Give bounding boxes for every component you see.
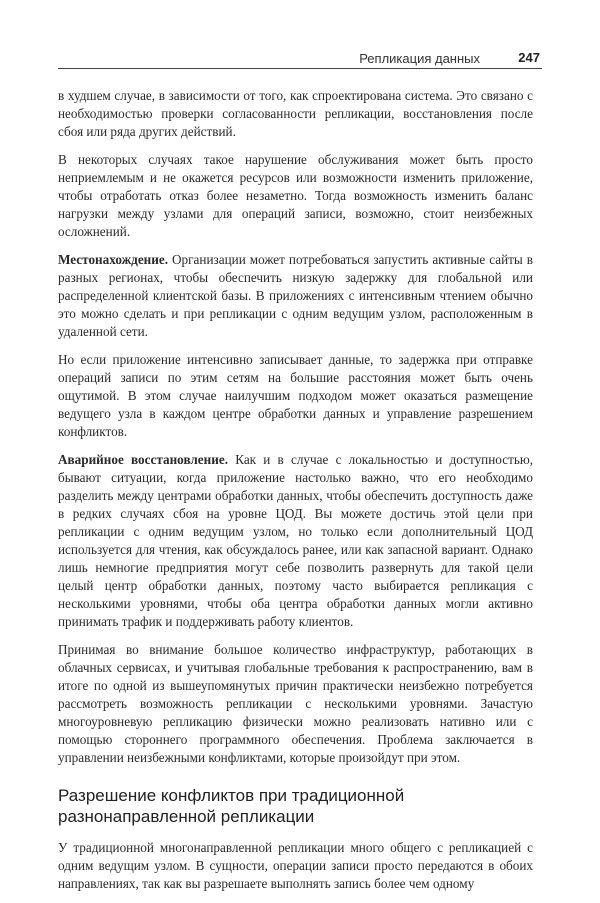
paragraph-1: в худшем случае, в зависимости от того, как спроектирована система. Это связано с необходимостью проверки согласованности репликации, восстановления после сбоя или ряда других действий. [58,88,533,139]
paragraph-6: Принимая во внимание большое количество инфраструктур, работающих в облачных сервисах, и учитывая глобальные требования к распространению, вам в итоге по одной из вышеупомянутых причин практически неизбежно потребуется рассмотреть возможность репликации с несколькими уровнями. Зачастую многоуровневую репликацию физически можно реализовать нативно или с помощью стороннего программного обеспечения. Проблема заключается в управлении неизбежными конфликтами, которые произойдут при этом. [58,642,533,765]
paragraph-4: Но если приложение интенсивно записывает данные, то задержка при отправке операций записи по этим сетям на большие расстояния может быть очень ощутимой. В этом случае наилучшим подходом может оказаться размещение ведущего узла в каждом центре обработки данных и управление разрешением конфликтов. [58,352,533,439]
running-header [58,44,542,69]
section-heading: Разрешение конфликтов при традиционной разнонаправленной репликации [58,786,405,826]
paragraph-7: У традиционной многонаправленной репликации много общего с репликацией с одним ведущим узлом. В сущности, операции записи просто передаются в обоих направлениях, так как вы разрешаете выполнять запись более чем одному [58,840,533,891]
paragraph-2: В некоторых случаях такое нарушение обслуживания может быть просто неприемлемым и не окажется ресурсов или возможности изменить приложение, чтобы отработать отказ более незаметно. Тогда возможность изменить баланс нагрузки между узлами для операций записи, возможно, стоит неизбежных осложнений. [58,152,533,239]
paragraph-3 [58,251,533,341]
page-body [58,87,533,903]
paragraph-3-lead: Местонахождение. [58,252,169,267]
paragraph-3-text: Организации может потребоваться запустить активные сайты в разных регионах, чтобы обеспечить низкую задержку для глобальной или распределенной клиентской базы. В приложениях с интенсивным чтением обычно это можно сделать и при репликации с одним ведущим узлом, расположенным в удаленной сети. [58,252,533,339]
paragraph-5 [58,451,533,631]
paragraph-5-lead: Аварийное восстановление. [58,452,228,467]
running-title: Репликация данных [359,51,480,66]
paragraph-5-text: Как и в случае с локальностью и доступностью, бывают ситуации, когда приложение настолько важно, что его необходимо разделить между центрами обработки данных, чтобы обеспечить доступность даже в редких случаях сбоя на уровне ЦОД. Вы можете достичь этой цели при репликации с одним ведущим узлом, но только если дополнительный ЦОД используется для чтения, как обсуждалось ранее, или как запасной вариант. Однако лишь немногие предприятия могут себе позволить развернуть для такой цели целый центр обработки данных, поэтому часто выбирается репликация с несколькими уровнями, чтобы оба центра обработки данных могли активно принимать трафик и поддерживать работу клиентов. [58,452,533,629]
page-number: 247 [518,50,540,65]
